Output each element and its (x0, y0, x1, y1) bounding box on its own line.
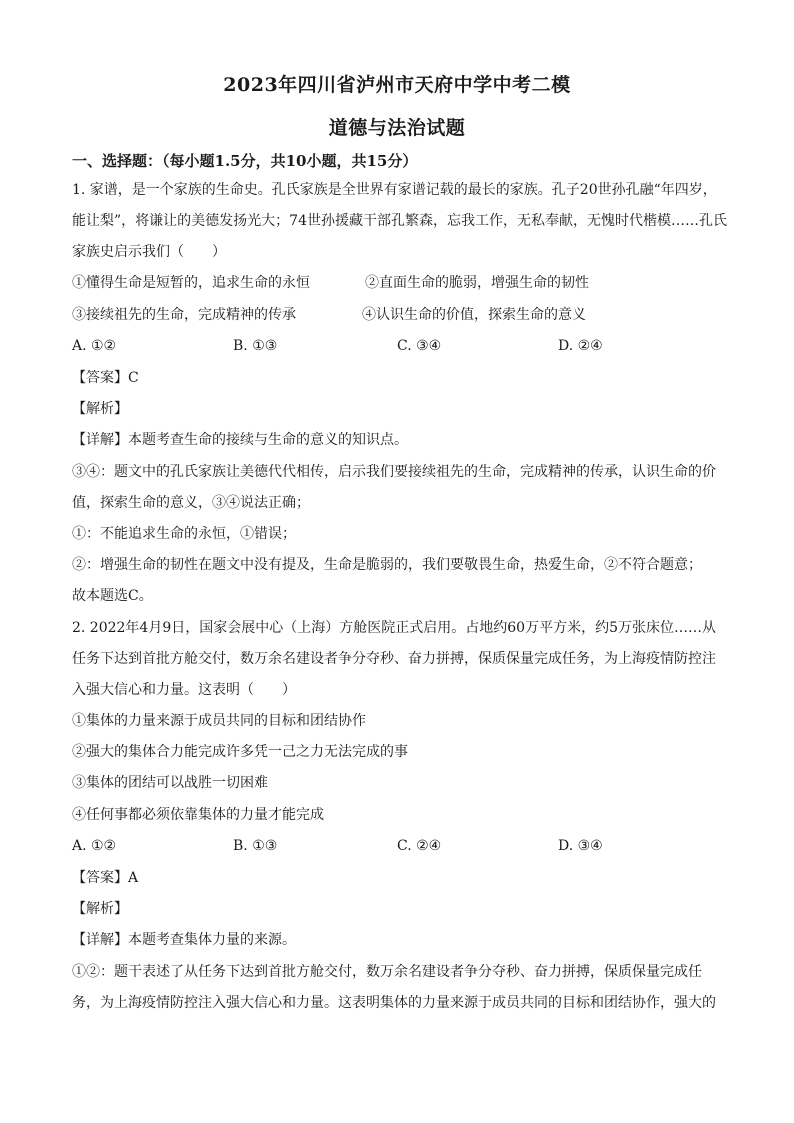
q1-explain-1b: 值，探索生命的意义，③④说法正确； (72, 495, 310, 511)
q1-detail: 【详解】本题考查生命的接续与生命的意义的知识点。 (72, 432, 408, 448)
q1-explain-1a: ③④：题文中的孔氏家族让美德代代相传，启示我们要接续祖先的生命，完成精神的传承，认识生命的价 (72, 464, 716, 480)
q1-stem-line3: 家族史启示我们（ ） (72, 244, 226, 260)
q1-conclusion: 故本题选C。 (72, 588, 153, 604)
q2-explain-1b: 务，为上海疫情防控注入强大信心和力量。这表明集体的力量来源于成员共同的目标和团结协作，强大的 (72, 995, 716, 1011)
q1-statement-4: ④认识生命的价值，探索生命的意义 (362, 307, 586, 323)
q2-stem-line3: 入强大信心和力量。这表明（ ） (72, 682, 296, 698)
q1-option-b: B. ①③ (233, 338, 278, 354)
q2-statement-3: ③集体的团结可以战胜一切困难 (72, 775, 268, 791)
q2-stem-line1: 2. 2022年4月9日，国家会展中心（上海）方舱医院正式启用。占地约60万平方米，约5万张床位……从 (72, 620, 716, 636)
q2-options (72, 838, 732, 862)
q2-option-b: B. ①③ (233, 838, 278, 854)
q1-statements-row2 (72, 300, 732, 330)
q1-explain-3: ②：增强生命的韧性在题文中没有提及，生命是脆弱的，我们要敬畏生命，热爱生命，②不符合题意； (72, 557, 702, 573)
q1-statements-row1 (72, 268, 732, 298)
q2-option-a: A. ①② (72, 838, 117, 854)
section-heading: 一、选择题：（每小题1.5分，共10小题，共15分） (72, 152, 418, 170)
q2-answer: 【答案】A (72, 870, 139, 886)
q2-explain-1a: ①②：题干表述了从任务下达到首批方舱交付，数万余名建设者争分夺秒、奋力拼搏，保质保量完成任 (72, 964, 702, 980)
q1-answer: 【答案】C (72, 370, 139, 386)
q1-explain-2: ①：不能追求生命的永恒，①错误； (72, 526, 296, 542)
q2-statement-1: ①集体的力量来源于成员共同的目标和团结协作 (72, 713, 366, 729)
q2-analysis-label: 【解析】 (72, 901, 128, 917)
q2-detail: 【详解】本题考查集体力量的来源。 (72, 932, 296, 948)
q2-stem-line2: 任务下达到首批方舱交付，数万余名建设者争分夺秒、奋力拼搏，保质保量完成任务，为上海疫情防控注 (72, 651, 716, 667)
q1-options (72, 338, 732, 362)
q1-stem-line1: 1. 家谱，是一个家族的生命史。孔氏家族是全世界有家谱记载的最长的家族。孔子20世孙孔融“年四岁， (72, 182, 717, 198)
q1-option-d: D. ②④ (558, 338, 603, 354)
q1-statement-3: ③接续祖先的生命，完成精神的传承 (72, 307, 296, 323)
q1-statement-1: ①懂得生命是短暂的，追求生命的永恒 (72, 275, 310, 291)
q2-statement-4: ④任何事都必须依靠集体的力量才能完成 (72, 807, 324, 823)
q2-statement-2: ②强大的集体合力能完成许多凭一己之力无法完成的事 (72, 744, 408, 760)
page-title: 2023年四川省泸州市天府中学中考二模 (223, 74, 571, 96)
q1-option-c: C. ③④ (397, 338, 442, 354)
q1-option-a: A. ①② (72, 338, 117, 354)
q1-stem-line2: 能让梨”，将谦让的美德发扬光大；74世孙援藏干部孔繁森，忘我工作，无私奉献，无愧时代楷模……孔氏 (72, 213, 727, 229)
page-subtitle: 道德与法治试题 (328, 117, 466, 139)
q1-statement-2: ②直面生命的脆弱，增强生命的韧性 (365, 275, 589, 291)
q2-option-d: D. ③④ (558, 838, 603, 854)
q2-option-c: C. ②④ (397, 838, 442, 854)
q1-analysis-label: 【解析】 (72, 401, 128, 417)
